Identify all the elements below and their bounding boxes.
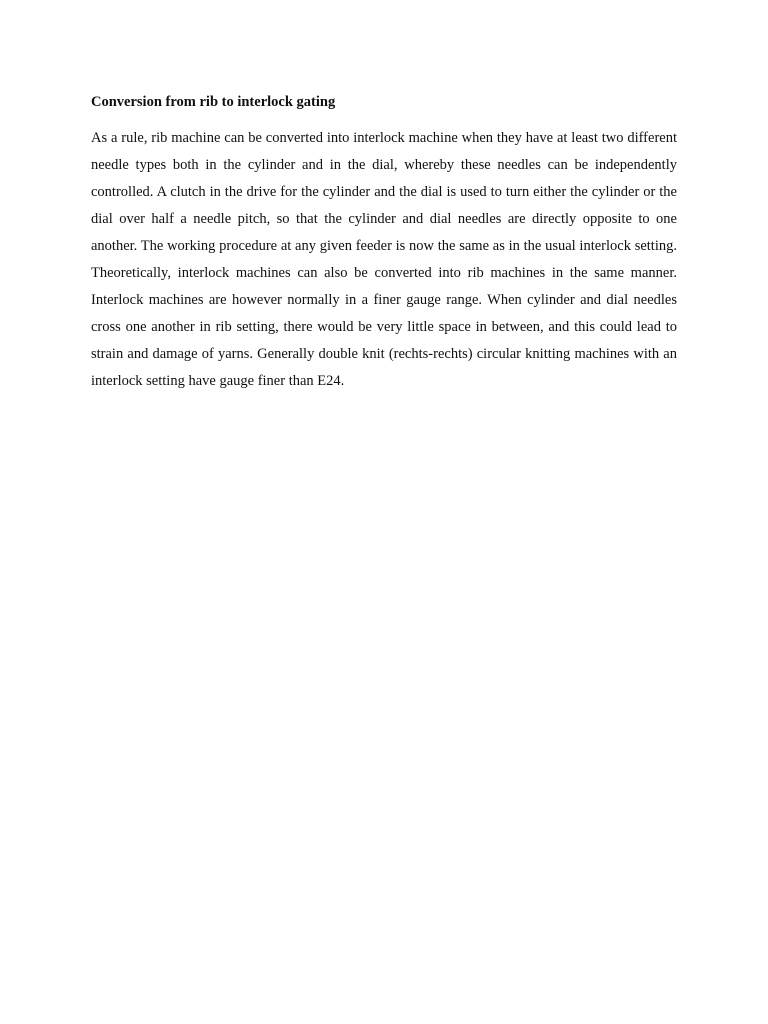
document-content <box>91 91 677 395</box>
body-paragraph: As a rule, rib machine can be converted into interlock machine when they have at least two different needle types both in the cylinder and in the dial, whereby these needles can be independently controlled. A clutch in the drive for the cylinder and the dial is used to turn either the cylinder or the dial over half a needle pitch, so that the cylinder and dial needles are directly opposite to one another. The working procedure at any given feeder is now the same as in the usual interlock setting. Theoretically, interlock machines can also be converted into rib machines in the same manner. Interlock machines are however normally in a finer gauge range. When cylinder and dial needles cross one another in rib setting, there would be very little space in between, and this could lead to strain and damage of yarns. Generally double knit (rechts-rechts) circular knitting machines with an interlock setting have gauge finer than E24. <box>91 130 677 389</box>
section-heading: Conversion from rib to interlock gating <box>91 94 336 110</box>
